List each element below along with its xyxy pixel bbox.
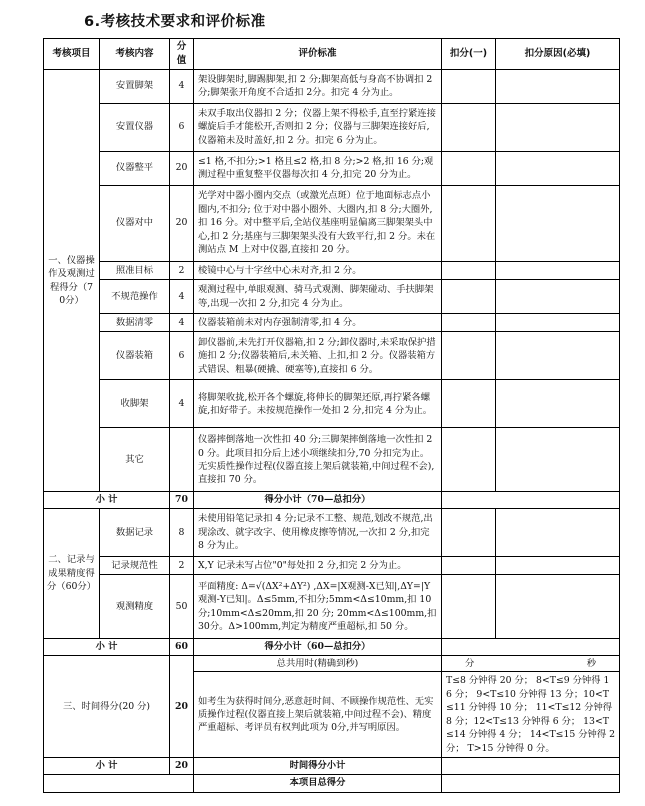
reason-cell[interactable] (496, 508, 620, 556)
subtotal-value-cell[interactable] (442, 758, 620, 774)
item-content: 仪器装箱 (100, 332, 170, 380)
item-content: 记录规范性 (100, 556, 170, 574)
evaluation-table (43, 38, 620, 793)
deduct-cell[interactable] (442, 380, 496, 428)
item-criteria: 架设脚架时,脚踢脚架,扣 2 分;脚架高低与身高不协调扣 2分;脚架张开角度不合适扣 2分。扣完 4 分为止。 (194, 69, 442, 103)
reason-cell[interactable] (496, 314, 620, 332)
subtotal-row (44, 639, 620, 655)
item-score: 2 (170, 261, 194, 279)
deduct-cell[interactable] (442, 261, 496, 279)
table-row (44, 103, 620, 151)
subtotal-label: 小 计 (44, 639, 170, 655)
item-score: 4 (170, 69, 194, 103)
item-score: 4 (170, 314, 194, 332)
deduct-cell[interactable] (442, 314, 496, 332)
reason-cell[interactable] (496, 69, 620, 103)
item-score: 2 (170, 556, 194, 574)
header-score: 分值 (170, 39, 194, 70)
item-content: 观测精度 (100, 575, 170, 639)
item-score: 8 (170, 508, 194, 556)
item-criteria: 卸仪器前,未先打开仪器箱,扣 2 分;卸仪器时,未采取保护措施扣 2 分;仪器装箱后,未关箱、上扣,扣 2 分。仪器装箱方式错误、粗暴(硬撬、硬塞等),直接扣 6 分。 (194, 332, 442, 380)
item-criteria: 光学对中器小圈内交点（或激光点斑）位于地面标志点小圈内,不扣分; 位于对中器小圈外、大圈内,扣 8 分;大圈外,扣 16 分。对中整平后,全站仪基座明显偏离三脚架架头中心,扣 2 分;基座与三脚架架头没有大致平行,扣 2 分。未在测站点 M 上对中仪器,直接扣 20 分。 (194, 185, 442, 261)
table-row (44, 428, 620, 492)
time-row (44, 655, 620, 671)
total-spacer (44, 774, 194, 792)
item-criteria: 仪器摔倒落地一次性扣 40 分;三脚架摔倒落地一次性扣 20 分。此项目扣分后上述小项继续扣分,70 分扣完为止。无实质性操作过程(仪器直接上架后就装箱,中间过程不会),直接扣 70 分。 (194, 428, 442, 492)
time-scale: T≤8 分钟得 20 分； 8<T≤9 分钟得 16 分； 9<T≤10 分钟得 13 分；10<T≤11 分钟得 10 分； 11<T≤12 分钟得 8 分；12<T≤13 分钟得 6 分； 13<T≤14 分钟得 4 分； 14<T≤15 分钟得 2 分； T>15 分钟得 0 分。 (442, 672, 620, 758)
time-rule: 如考生为获得时间分,恶意赶时间、不顾操作规范性、无实质操作过程(仪器直接上架后就装箱,中间过程不会)、精度严重超标、考评员有权判此项为 0分,并写明原因。 (194, 672, 442, 758)
item-score: 4 (170, 380, 194, 428)
item-criteria: 平面精度: Δ=√(ΔX²+ΔY²) ,ΔX=|X观测-X已知|,ΔY=|Y观测-Y已知|。Δ≤5mm,不扣分;5mm<Δ≤10mm,扣 10分;10mm<Δ≤20mm,扣 20 分; 20mm<Δ≤100mm,扣 30分。Δ>100mm,判定为精度严重超标,扣 50 分。 (194, 575, 442, 639)
item-content: 收脚架 (100, 380, 170, 428)
header-criteria: 评价标准 (194, 39, 442, 70)
reason-cell[interactable] (496, 280, 620, 314)
subtotal-text: 得分小计（70—总扣分） (194, 492, 442, 508)
item-score: 20 (170, 185, 194, 261)
deduct-cell[interactable] (442, 508, 496, 556)
total-value-cell[interactable] (442, 774, 620, 792)
reason-cell[interactable] (496, 261, 620, 279)
item-content: 数据记录 (100, 508, 170, 556)
reason-cell[interactable] (496, 103, 620, 151)
item-score: 50 (170, 575, 194, 639)
subtotal-score: 70 (170, 492, 194, 508)
deduct-cell[interactable] (442, 428, 496, 492)
table-row (44, 508, 620, 556)
subtotal-score: 60 (170, 639, 194, 655)
total-row (44, 774, 620, 792)
deduct-cell[interactable] (442, 69, 496, 103)
item-criteria: 观测过程中,单眼观测、骑马式观测、脚架碰动、手扶脚架等,出现一次扣 2 分,扣完 4 分为止。 (194, 280, 442, 314)
reason-cell[interactable] (496, 556, 620, 574)
table-row (44, 556, 620, 574)
item-content: 安置脚架 (100, 69, 170, 103)
table-row (44, 575, 620, 639)
subtotal-value-cell[interactable] (442, 639, 620, 655)
item-content: 仪器对中 (100, 185, 170, 261)
item-criteria: 仪器装箱前未对内存强制清零,扣 4 分。 (194, 314, 442, 332)
table-row (44, 151, 620, 185)
item-criteria: 未使用铅笔记录扣 4 分;记录不工整、规范,划改不规范,出现涂改、就字改字、使用橡皮擦等情况,一次扣 2 分,扣完 8 分为止。 (194, 508, 442, 556)
table-row (44, 185, 620, 261)
subtotal-row (44, 758, 620, 774)
section3-name: 三、时间得分(20 分) (44, 655, 170, 757)
header-project: 考核项目 (44, 39, 100, 70)
table-row (44, 314, 620, 332)
table-header-row (44, 39, 620, 70)
section3-score: 20 (170, 655, 194, 757)
section2-name: 二、记录与成果精度得分（60分） (44, 508, 100, 638)
item-criteria: 未双手取出仪器扣 2 分；仪器上架不得松手,直至拧紧连接螺旋后手才能松开,否则扣 2 分；仪器与三脚架连接好后,仪器箱未及时盖好,扣 2 分。扣完 6 分为止。 (194, 103, 442, 151)
table-row (44, 380, 620, 428)
subtotal-value-cell[interactable] (442, 492, 620, 508)
time-unit-sec: 秒 (586, 657, 596, 669)
header-deduct: 扣分(一) (442, 39, 496, 70)
table-row (44, 332, 620, 380)
deduct-cell[interactable] (442, 185, 496, 261)
item-content: 安置仪器 (100, 103, 170, 151)
time-label: 总共用时(精确到秒) (194, 655, 442, 671)
item-content: 仪器整平 (100, 151, 170, 185)
reason-cell[interactable] (496, 380, 620, 428)
item-score (170, 428, 194, 492)
item-content: 不规范操作 (100, 280, 170, 314)
item-criteria: 棱镜中心与十字丝中心未对齐,扣 2 分。 (194, 261, 442, 279)
item-score: 6 (170, 332, 194, 380)
item-content: 数据清零 (100, 314, 170, 332)
table-row (44, 261, 620, 279)
deduct-cell[interactable] (442, 556, 496, 574)
subtotal-score: 20 (170, 758, 194, 774)
header-content: 考核内容 (100, 39, 170, 70)
item-criteria: 将脚架收拢,松开各个螺旋,将伸长的脚架还原,再拧紧各螺旋,扣好带子。未按规范操作一处扣 2 分,扣完 4 分为止。 (194, 380, 442, 428)
reason-cell[interactable] (496, 332, 620, 380)
item-score: 6 (170, 103, 194, 151)
reason-cell[interactable] (496, 575, 620, 639)
section-heading: 6.考核技术要求和评价标准 (84, 14, 266, 30)
subtotal-text: 得分小计（60—总扣分） (194, 639, 442, 655)
item-criteria: ≤1 格,不扣分;>1 格且≤2 格,扣 8 分;>2 格,扣 16 分;观测过程中重复整平仪器每次扣 4 分,扣完 20 分为止。 (194, 151, 442, 185)
item-criteria: X,Y 记录未写占位"0"每处扣 2 分,扣完 2 分为止。 (194, 556, 442, 574)
subtotal-label: 小 计 (44, 492, 170, 508)
deduct-cell[interactable] (442, 103, 496, 151)
table-row (44, 69, 620, 103)
deduct-cell[interactable] (442, 332, 496, 380)
item-score: 20 (170, 151, 194, 185)
table-row (44, 280, 620, 314)
reason-cell[interactable] (496, 185, 620, 261)
section1-name: 一、仪器操作及观测过程得分（70分） (44, 69, 100, 492)
reason-cell[interactable] (496, 151, 620, 185)
item-score: 4 (170, 280, 194, 314)
subtotal-label: 小 计 (44, 758, 170, 774)
deduct-cell[interactable] (442, 575, 496, 639)
header-reason: 扣分原因(必填) (496, 39, 620, 70)
subtotal-text: 时间得分小计 (194, 758, 442, 774)
subtotal-row (44, 492, 620, 508)
deduct-cell[interactable] (442, 151, 496, 185)
reason-cell[interactable] (496, 428, 620, 492)
item-content: 照准目标 (100, 261, 170, 279)
total-label: 本项目总得分 (194, 774, 442, 792)
time-unit-min: 分 (465, 657, 475, 669)
item-content: 其它 (100, 428, 170, 492)
time-input-cell[interactable] (442, 655, 620, 671)
deduct-cell[interactable] (442, 280, 496, 314)
